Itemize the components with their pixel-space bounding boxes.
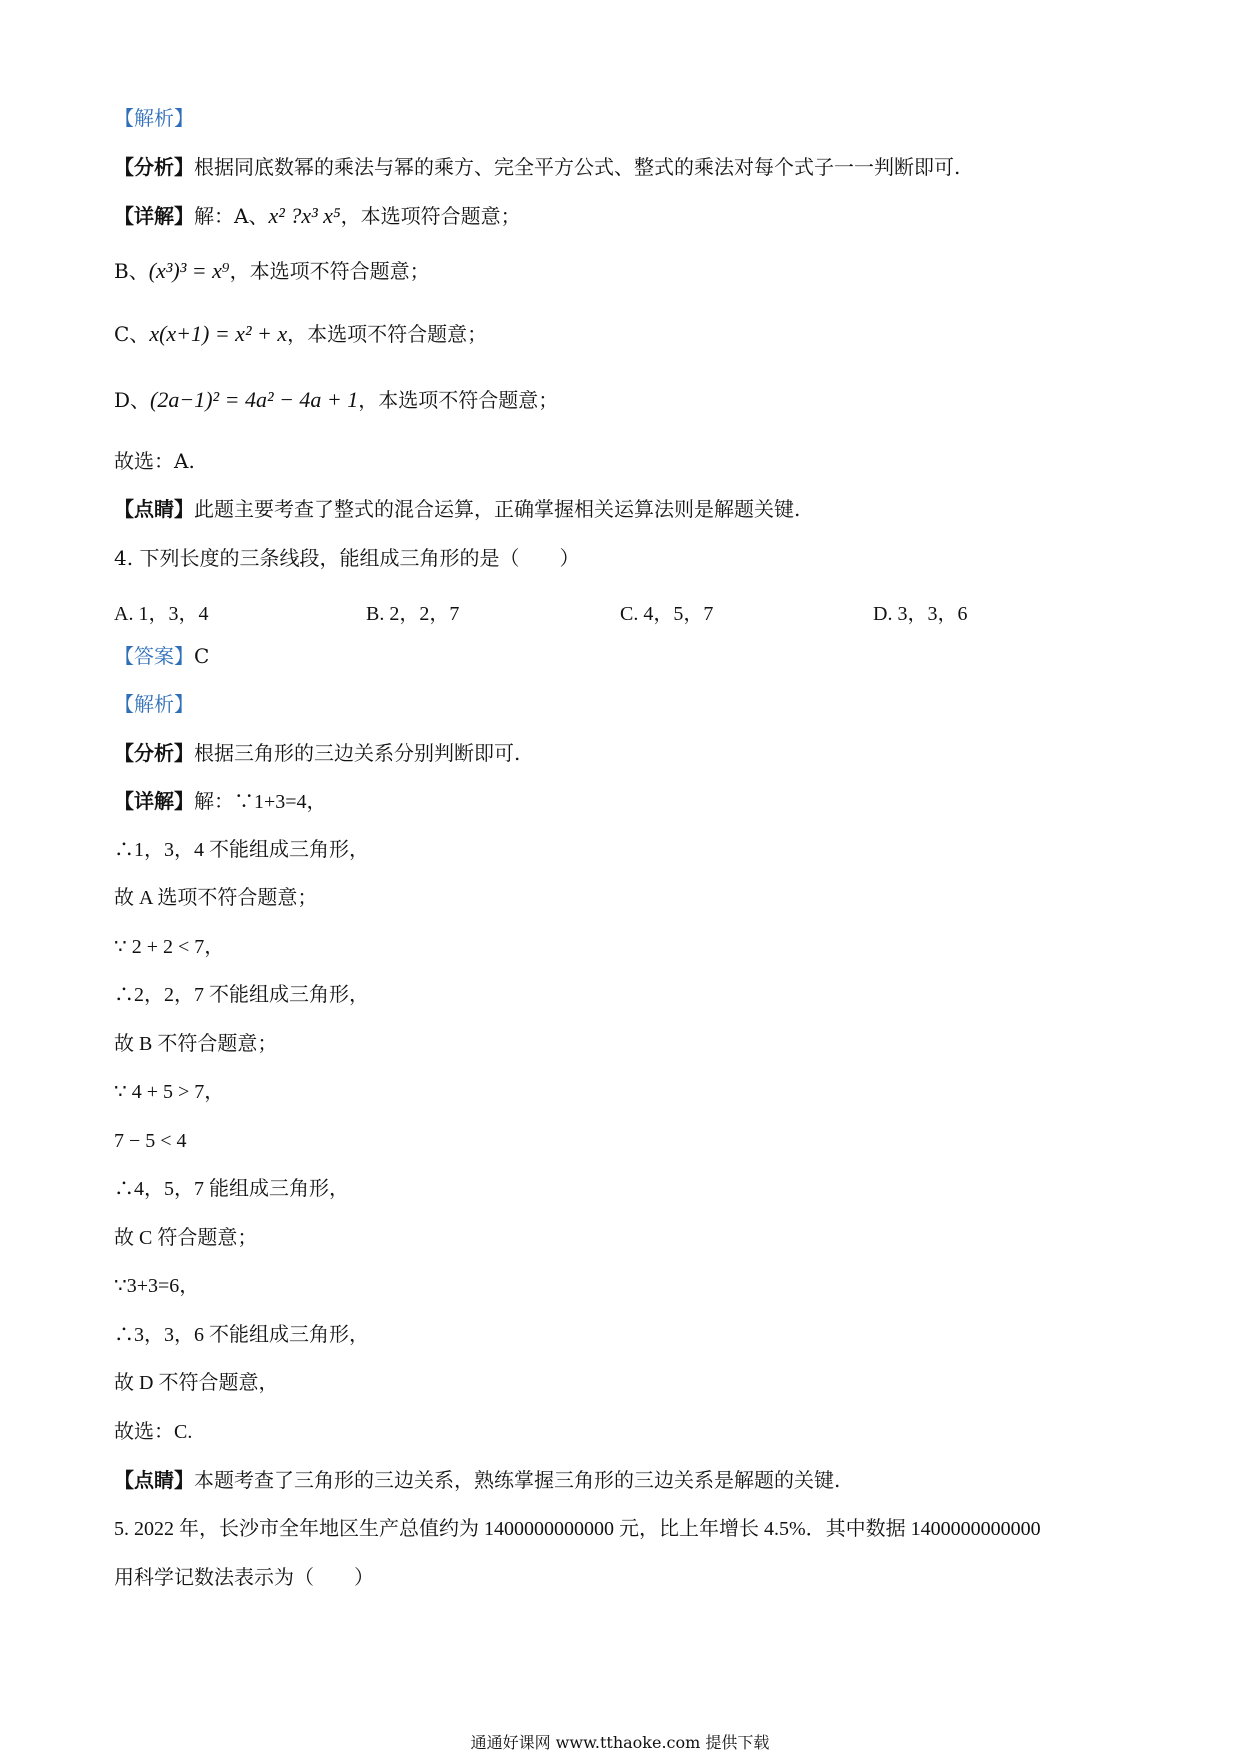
option-c: C. 4，5，7 — [620, 603, 714, 625]
option-d: D. 3，3，6 — [873, 603, 968, 625]
detail-prefix: 解：A、 — [194, 204, 269, 228]
comment-tag-2: 【点睛】 — [114, 1468, 194, 1492]
jiexi-heading-2: 【解析】 — [114, 692, 194, 716]
answer-line — [114, 646, 209, 666]
option-d-line — [114, 389, 558, 411]
comment-tag: 【点睛】 — [114, 497, 194, 521]
formula-b: (x³)³ = x⁹ — [148, 258, 230, 283]
step-3a: ∵ 4 + 5 > 7， — [114, 1081, 225, 1103]
step-4: ∵3+3=6， — [114, 1275, 200, 1297]
detail-suffix: ，本选项符合题意； — [340, 204, 521, 228]
answer-text: C — [194, 644, 210, 668]
answer-choice-2: 故选：C. — [114, 1421, 193, 1443]
option-c-suffix: ，本选项不符合题意； — [287, 322, 488, 346]
question-5-line-1: 5. 2022 年，长沙市全年地区生产总值约为 1400000000000 元，比上年增长 4.5%．其中数据 1400000000000 — [114, 1518, 1041, 1540]
analysis-text-2: 根据三角形的三边关系分别判断即可. — [194, 741, 521, 765]
option-b-suffix: ，本选项不符合题意； — [229, 259, 430, 283]
option-a: A. 1，3，4 — [114, 603, 209, 625]
option-b: B. 2，2，7 — [366, 603, 460, 625]
answer-tag: 【答案】 — [114, 644, 194, 668]
step-3b: 7 − 5 < 4 — [114, 1130, 187, 1152]
verdict-d: 故 D 不符合题意， — [114, 1372, 279, 1394]
detail-line-2 — [114, 791, 327, 812]
comment-text: 此题主要考查了整式的混合运算，正确掌握相关运算法则是解题关键. — [194, 497, 801, 521]
detail-line-a — [114, 205, 521, 227]
jiexi-heading-1: 【解析】 — [114, 106, 194, 130]
conclusion-3: ∴4，5，7 能组成三角形， — [114, 1178, 349, 1200]
conclusion-2: ∴2，2，7 不能组成三角形， — [114, 984, 369, 1006]
option-b-line — [114, 260, 430, 282]
analysis-tag-2: 【分析】 — [114, 741, 194, 765]
verdict-a: 故 A 选项不符合题意； — [114, 887, 318, 909]
conclusion-1: ∴1，3，4 不能组成三角形， — [114, 839, 369, 861]
answer-choice-1: 故选：A. — [114, 449, 195, 473]
step-2: ∵ 2 + 2 < 7， — [114, 936, 225, 958]
analysis-tag: 【分析】 — [114, 155, 194, 179]
question-5-line-2: 用科学记数法表示为（ ） — [114, 1565, 374, 1589]
option-c-line — [114, 323, 487, 345]
question-4: 4. 下列长度的三条线段，能组成三角形的是（ ） — [114, 546, 580, 570]
option-d-suffix: ，本选项不符合题意； — [358, 388, 559, 412]
verdict-c: 故 C 符合题意； — [114, 1227, 258, 1249]
conclusion-4: ∴3，3，6 不能组成三角形， — [114, 1324, 369, 1346]
analysis-line-1 — [114, 157, 960, 177]
analysis-line-2 — [114, 743, 520, 763]
formula-d: (2a−1)² = 4a² − 4a + 1 — [150, 387, 359, 412]
detail-text-2: 解：∵1+3=4， — [194, 791, 327, 813]
comment-line-1 — [114, 499, 800, 519]
question-4-options — [114, 597, 1014, 623]
detail-tag: 【详解】 — [114, 204, 194, 228]
comment-line-2 — [114, 1470, 840, 1490]
comment-text-2: 本题考查了三角形的三边关系，熟练掌握三角形的三边关系是解题的关键. — [194, 1468, 841, 1492]
formula-a: x² ?x³ x⁵ — [268, 203, 341, 228]
option-c-prefix: C、 — [114, 322, 150, 346]
verdict-b: 故 B 不符合题意； — [114, 1033, 278, 1055]
option-d-prefix: D、 — [114, 388, 151, 412]
detail-tag-2: 【详解】 — [114, 789, 194, 813]
formula-c: x(x+1) = x² + x — [149, 321, 288, 346]
option-b-prefix: B、 — [114, 259, 149, 283]
analysis-text: 根据同底数幂的乘法与幂的乘方、完全平方公式、整式的乘法对每个式子一一判断即可. — [194, 155, 961, 179]
page-footer: 通通好课网 www.tthaoke.com 提供下载 — [470, 1733, 770, 1752]
